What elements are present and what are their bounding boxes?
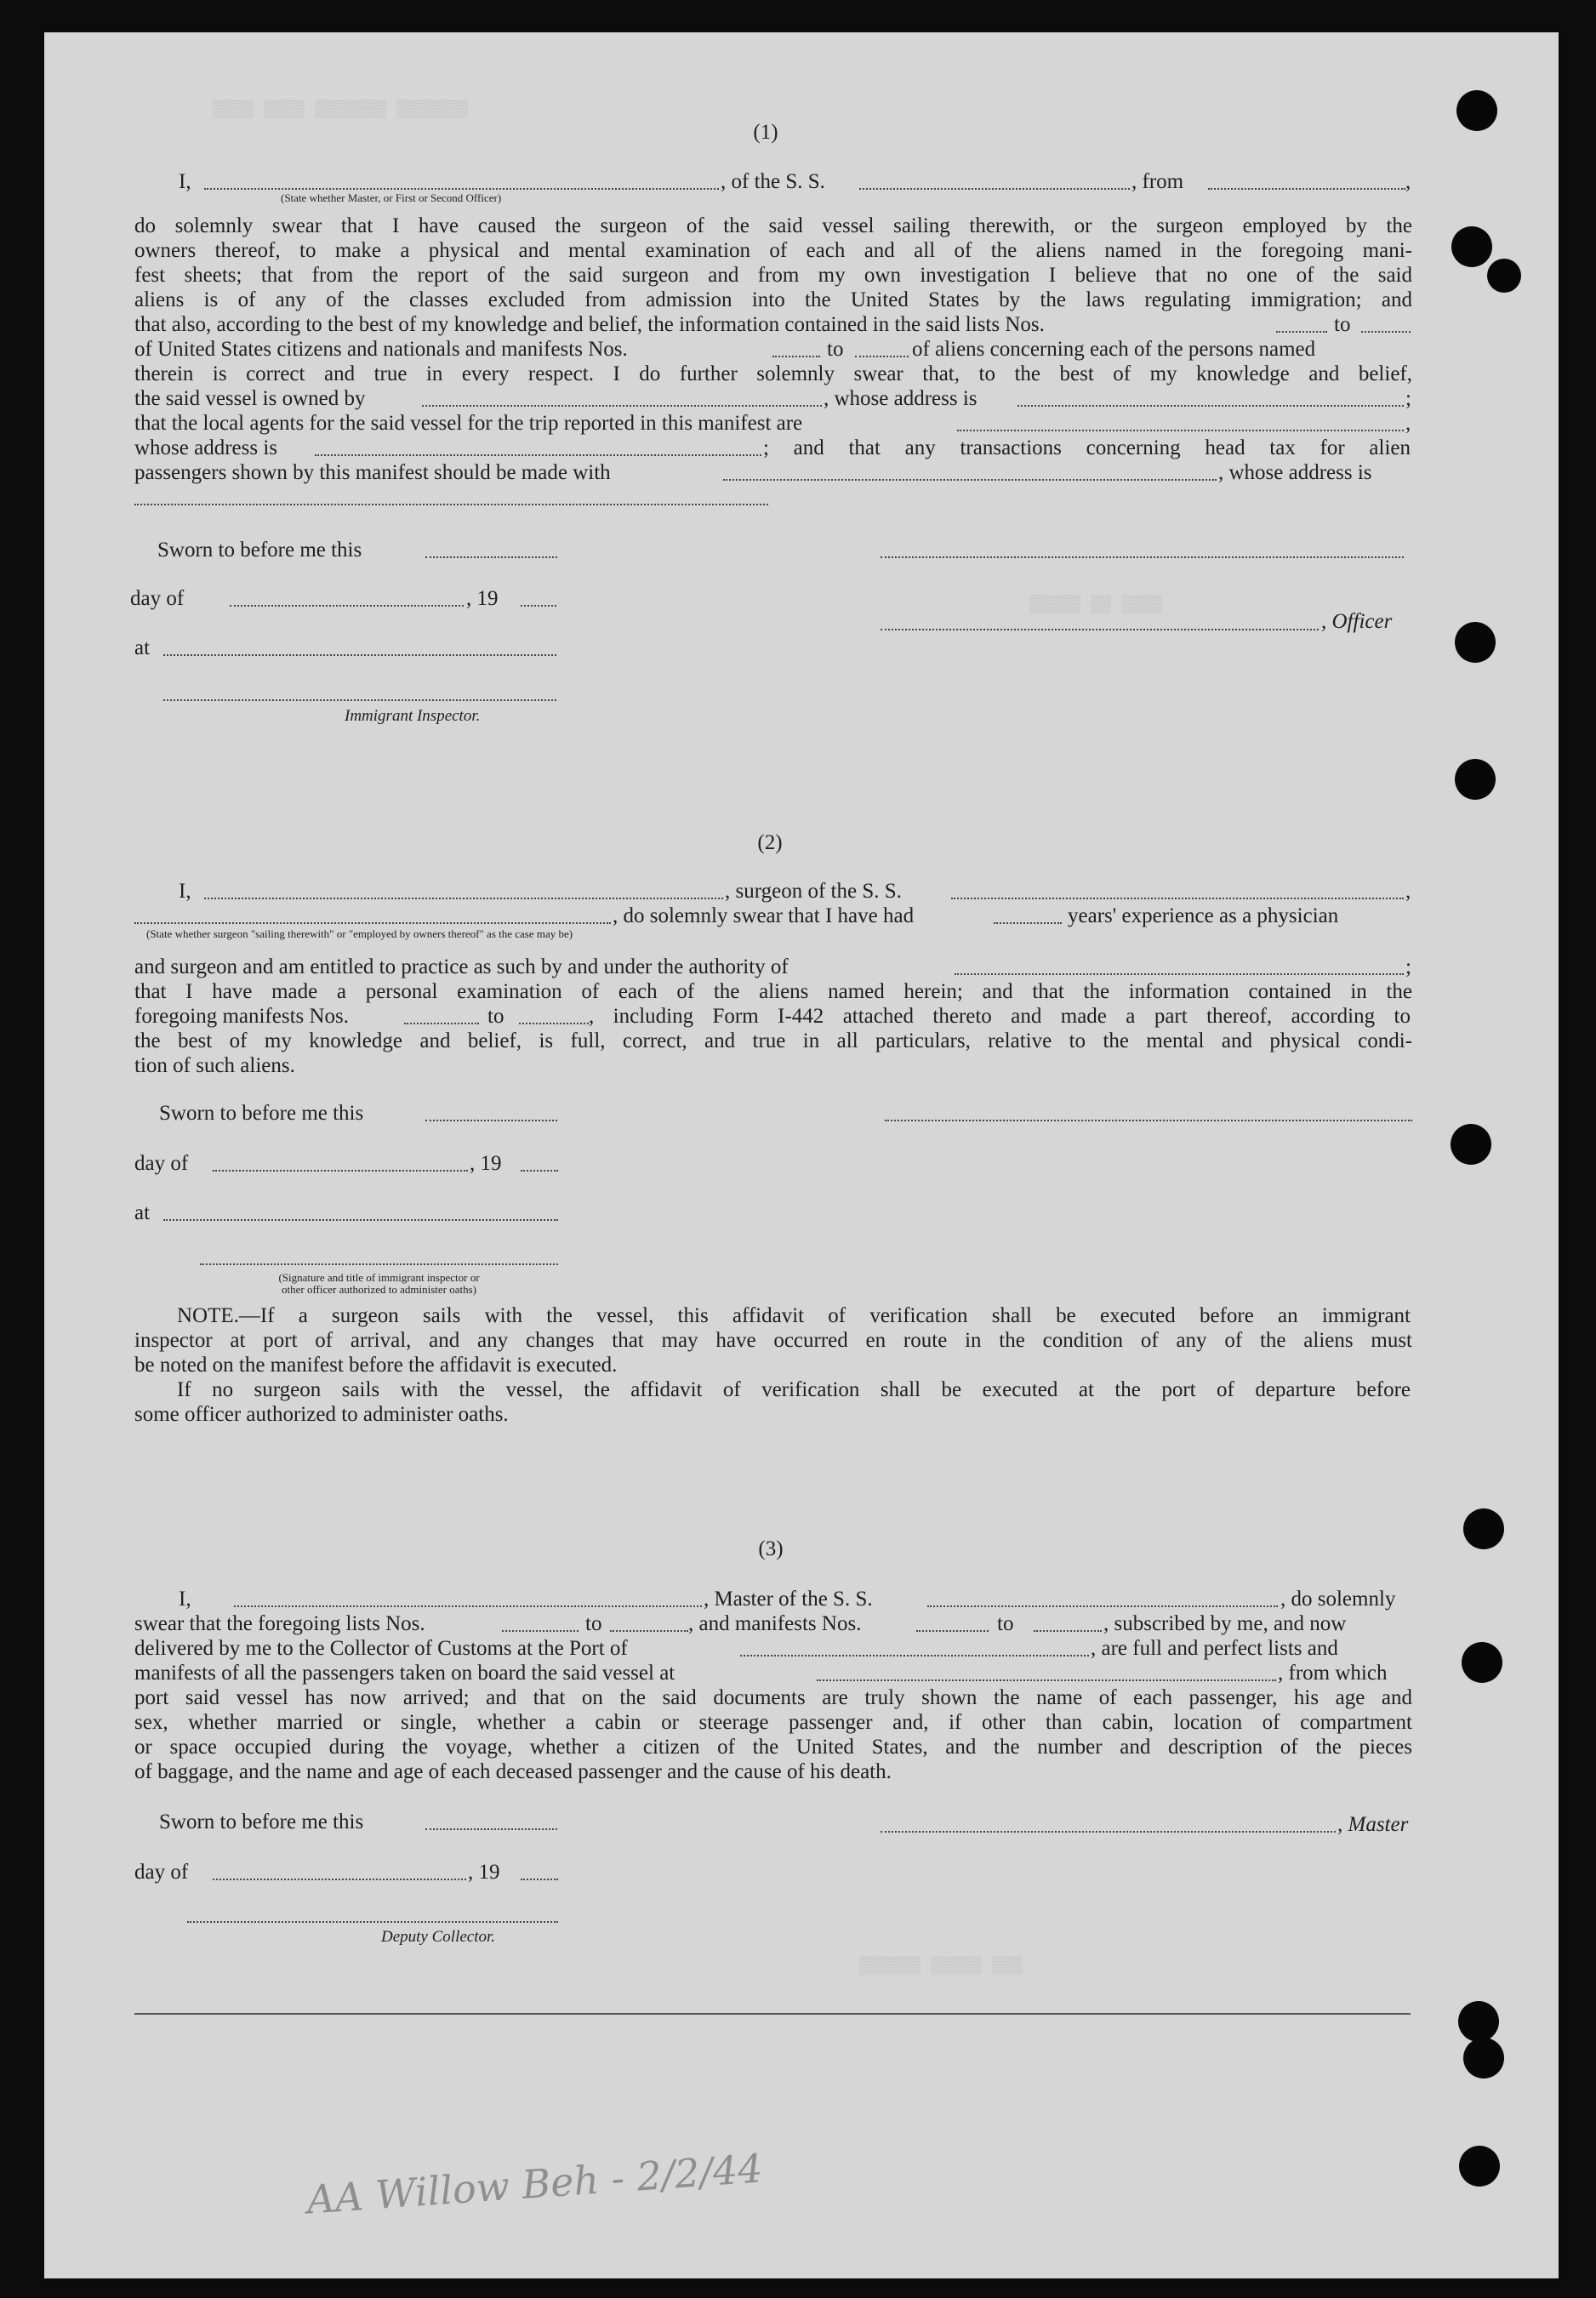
s2-sig-note: other officer authorized to administer oaths) [282, 1283, 476, 1296]
s2-years-field[interactable] [994, 922, 1062, 924]
s3-solemnly-text: , do solemnly [1280, 1588, 1396, 1611]
s1-year-prefix: , 19 [466, 587, 499, 610]
s3-from-which-text: , from which [1278, 1662, 1388, 1685]
s1-day-of-label: day of [130, 587, 185, 610]
punch-hole [1459, 2146, 1500, 2187]
s3-month-field[interactable] [213, 1879, 466, 1880]
s2-comma: , [1405, 880, 1411, 903]
punch-hole [1463, 1508, 1504, 1549]
punch-hole [1462, 1642, 1502, 1683]
s2-manifest-to-field[interactable] [519, 1023, 589, 1024]
s1-head-tax-address-label: , whose address is [1218, 461, 1372, 484]
s3-year-prefix: , 19 [468, 1861, 500, 1884]
s3-sworn-label: Sworn to before me this [159, 1810, 364, 1833]
s3-year-field[interactable] [521, 1879, 558, 1880]
s1-paragraph-line: do solemnly swear that I have caused the surgeon of the said vessel sailing therewith, or the surgeon employed by the [134, 214, 1412, 237]
punch-hole [1458, 2001, 1499, 2042]
s3-lists-label: swear that the foregoing lists Nos. [134, 1612, 425, 1635]
s3-to-label: to [585, 1612, 602, 1635]
s2-paragraph-line: tion of such aliens. [134, 1054, 295, 1077]
punch-hole [1451, 1124, 1491, 1165]
s2-at-label: at [134, 1201, 151, 1224]
s1-ss-label: , of the S. S. [721, 170, 825, 193]
s3-paragraph-line: of baggage, and the name and age of each deceased passenger and the cause of his death. [134, 1760, 892, 1783]
s1-paragraph-line: aliens is of any of the classes excluded from admission into the United States by the laws regulating immigration; and [134, 288, 1412, 311]
s2-officer-signature-field[interactable] [200, 1263, 558, 1265]
s3-day-of-label: day of [134, 1861, 189, 1884]
s2-at-field[interactable] [163, 1219, 558, 1221]
s2-i-label: I, [179, 880, 191, 903]
s3-master-sig-label: , Master [1337, 1813, 1409, 1836]
s2-paragraph-line: that I have made a personal examination of each of the aliens named herein; and that the information contained in the [134, 980, 1412, 1003]
handwritten-notation: AA Willow Beh - 2/2/44 [305, 2145, 765, 2223]
s3-lists-from-field[interactable] [502, 1630, 579, 1632]
note-text: —If a surgeon sails with the vessel, this affidavit of verification shall be executed before an immigrant [238, 1304, 1411, 1327]
bottom-rule [134, 2013, 1411, 2015]
s2-year-field[interactable] [521, 1170, 558, 1172]
s1-lists-to-field[interactable] [1361, 331, 1411, 333]
s3-to-label-2: to [997, 1612, 1014, 1635]
s1-inspector-label: Immigrant Inspector. [345, 707, 481, 725]
s3-sworn-day-field[interactable] [425, 1828, 557, 1830]
s1-to-label-2: to [827, 338, 844, 361]
s2-surgeon-label: , surgeon of the S. S. [725, 880, 902, 903]
s1-from-field[interactable] [1208, 188, 1405, 190]
s1-from-label: , from [1131, 170, 1184, 193]
s1-agents-address-field[interactable] [315, 454, 761, 456]
s1-officer-label: , Officer [1321, 610, 1393, 633]
s1-agents-address-label: whose address is [134, 436, 278, 459]
s1-paragraph-line: owners thereof, to make a physical and mental examination of each and all of the aliens named in the foregoing mani- [134, 239, 1412, 262]
punch-hole [1455, 759, 1496, 800]
s3-paragraph-line: sex, whether married or single, whether a cabin or steerage passenger and, if other than cabin, location of compartment [134, 1711, 1412, 1734]
s2-form-text: , including Form I-442 attached thereto and made a part thereof, according to [589, 1005, 1411, 1028]
s3-master-label: , Master of the S. S. [704, 1588, 873, 1611]
s3-master-name-field[interactable] [234, 1605, 702, 1607]
punch-hole [1487, 259, 1521, 293]
s1-owner-address-label: , whose address is [824, 387, 978, 410]
s3-collector-signature-field[interactable] [187, 1921, 558, 1923]
s3-lists-to-field[interactable] [610, 1630, 688, 1632]
s3-vessel-field[interactable] [927, 1605, 1278, 1607]
bleed-through-text: ▒▒▒▒▒ ▒▒ ▒▒▒▒ [1029, 596, 1163, 615]
s2-paragraph-line: the best of my knowledge and belief, is full, correct, and true in all particulars, relative to the mental and physical condi- [134, 1029, 1412, 1052]
s2-note-line: be noted on the manifest before the affidavit is executed. [134, 1354, 618, 1377]
punch-hole [1463, 2038, 1504, 2078]
bleed-through-text: ▒▒▒▒▒▒ ▒▒▒▒▒ ▒▒▒ [859, 1957, 1023, 1976]
s1-year-field[interactable] [521, 605, 556, 607]
s2-year-prefix: , 19 [470, 1152, 502, 1175]
s1-manifests-text: of United States citizens and nationals and manifests Nos. [134, 338, 628, 361]
s2-note-line-1 [177, 1303, 1411, 1328]
s2-note-line: some officer authorized to administer oaths. [134, 1403, 509, 1426]
s1-signature-field[interactable] [881, 556, 1404, 558]
s2-manifests-label: foregoing manifests Nos. [134, 1005, 350, 1028]
s1-lists-from-field[interactable] [1276, 331, 1327, 333]
s1-head-tax-address-field[interactable] [134, 504, 768, 505]
s1-lists-text: that also, according to the best of my knowledge and belief, the information contained in the said lists Nos. [134, 313, 1045, 336]
s2-sworn-day-field[interactable] [425, 1120, 557, 1121]
s1-aliens-text: of aliens concerning each of the persons named [912, 338, 1316, 361]
s2-surgeon-status-field[interactable] [134, 922, 611, 924]
s1-comma-2: , [1405, 412, 1411, 435]
s3-i-label: I, [179, 1588, 191, 1611]
s3-manifest-from-field[interactable] [916, 1630, 989, 1632]
section-number-2: (2) [757, 831, 783, 854]
s1-agents-field[interactable] [957, 430, 1404, 431]
s1-vessel-field[interactable] [859, 188, 1130, 190]
s2-status-note: (State whether surgeon "sailing therewith" or "employed by owners thereof" as the case may be) [146, 927, 573, 940]
s3-departure-port-field[interactable] [817, 1679, 1276, 1681]
s2-authority-field[interactable] [955, 973, 1404, 975]
s1-paragraph-line: therein is correct and true in every respect. I do further solemnly swear that, to the best of my knowledge and belief, [134, 362, 1412, 385]
s1-paragraph-line: fest sheets; that from the report of the said surgeon and from my own investigation I believe that no one of the said [134, 264, 1412, 287]
s2-to-label: to [487, 1005, 504, 1028]
s1-head-tax-text: ; and that any transactions concerning head tax for alien [763, 436, 1411, 459]
section-number-3: (3) [758, 1537, 784, 1560]
punch-hole [1451, 226, 1492, 267]
s3-port-field[interactable] [740, 1655, 1089, 1656]
s1-month-field[interactable] [230, 605, 464, 607]
s2-note-line: If no surgeon sails with the vessel, the affidavit of verification shall be executed at the port of departure before [177, 1378, 1411, 1401]
s1-at-field[interactable] [163, 654, 556, 656]
s2-month-field[interactable] [213, 1170, 468, 1172]
s3-deputy-label: Deputy Collector. [381, 1928, 496, 1946]
s3-manifest-to-field[interactable] [1034, 1630, 1102, 1632]
s2-day-of-label: day of [134, 1152, 189, 1175]
s1-inspector-signature-field[interactable] [163, 699, 556, 701]
s2-note-line: inspector at port of arrival, and any changes that may have occurred en route in the condition of any of the aliens must [134, 1329, 1412, 1352]
punch-hole [1455, 622, 1496, 663]
s3-manifests-label: , and manifests Nos. [688, 1612, 862, 1635]
s1-sworn-label: Sworn to before me this [157, 539, 362, 562]
s1-owner-address-field[interactable] [1017, 405, 1404, 407]
s3-subscribed-text: , subscribed by me, and now [1103, 1612, 1347, 1635]
s1-officer-name-field[interactable] [204, 188, 719, 190]
s1-agents-label: that the local agents for the said vessel for the trip reported in this manifest are [134, 412, 803, 435]
s3-paragraph-line: or space occupied during the voyage, whether a citizen of the United States, and the number and description of the pieces [134, 1736, 1412, 1759]
s1-title-note: (State whether Master, or First or Second Officer) [281, 191, 502, 204]
s1-head-tax-party-field[interactable] [723, 479, 1217, 481]
s2-semicolon: ; [1405, 955, 1411, 978]
s1-sworn-day-field[interactable] [425, 556, 557, 558]
bleed-through-text: ▒▒▒▒ ▒▒▒▒ ▒▒▒▒▒▒▒ ▒▒▒▒▒▒▒ [213, 100, 469, 120]
section-number-1: (1) [753, 121, 778, 144]
s3-port-label: delivered by me to the Collector of Customs at the Port of [134, 1637, 628, 1660]
s1-manifest-to-field[interactable] [855, 356, 909, 357]
s1-semicolon: ; [1405, 387, 1411, 410]
s2-sworn-label: Sworn to before me this [159, 1102, 364, 1125]
s1-comma: , [1405, 170, 1411, 193]
s2-signature-field[interactable] [885, 1120, 1412, 1121]
s1-officer-field[interactable] [881, 629, 1319, 630]
s2-sig-note: (Signature and title of immigrant inspector or [278, 1271, 480, 1284]
s3-paragraph-line: port said vessel has now arrived; and that on the said documents are truly shown the name of each passenger, his age and [134, 1686, 1412, 1709]
note-label: NOTE. [177, 1304, 239, 1327]
s2-swear-text: , do solemnly swear that I have had [613, 904, 915, 927]
s1-owned-by-label: the said vessel is owned by [134, 387, 366, 410]
punch-hole [1456, 90, 1497, 131]
s3-perfect-lists-text: , are full and perfect lists and [1091, 1637, 1338, 1660]
s1-i-label: I, [179, 170, 191, 193]
s2-vessel-field[interactable] [951, 898, 1404, 899]
s1-to-label: to [1334, 313, 1351, 336]
s1-owner-field[interactable] [422, 405, 822, 407]
s2-experience-text: years' experience as a physician [1068, 904, 1339, 927]
s1-passengers-label: passengers shown by this manifest should be made with [134, 461, 611, 484]
s2-surgeon-name-field[interactable] [204, 898, 723, 899]
s2-manifest-from-field[interactable] [404, 1023, 479, 1024]
s2-authority-label: and surgeon and am entitled to practice as such by and under the authority of [134, 955, 789, 978]
s3-master-signature-field[interactable] [881, 1831, 1336, 1833]
s1-at-label: at [134, 636, 151, 659]
s1-manifest-from-field[interactable] [772, 356, 820, 357]
s3-taken-at-label: manifests of all the passengers taken on board the said vessel at [134, 1662, 675, 1685]
